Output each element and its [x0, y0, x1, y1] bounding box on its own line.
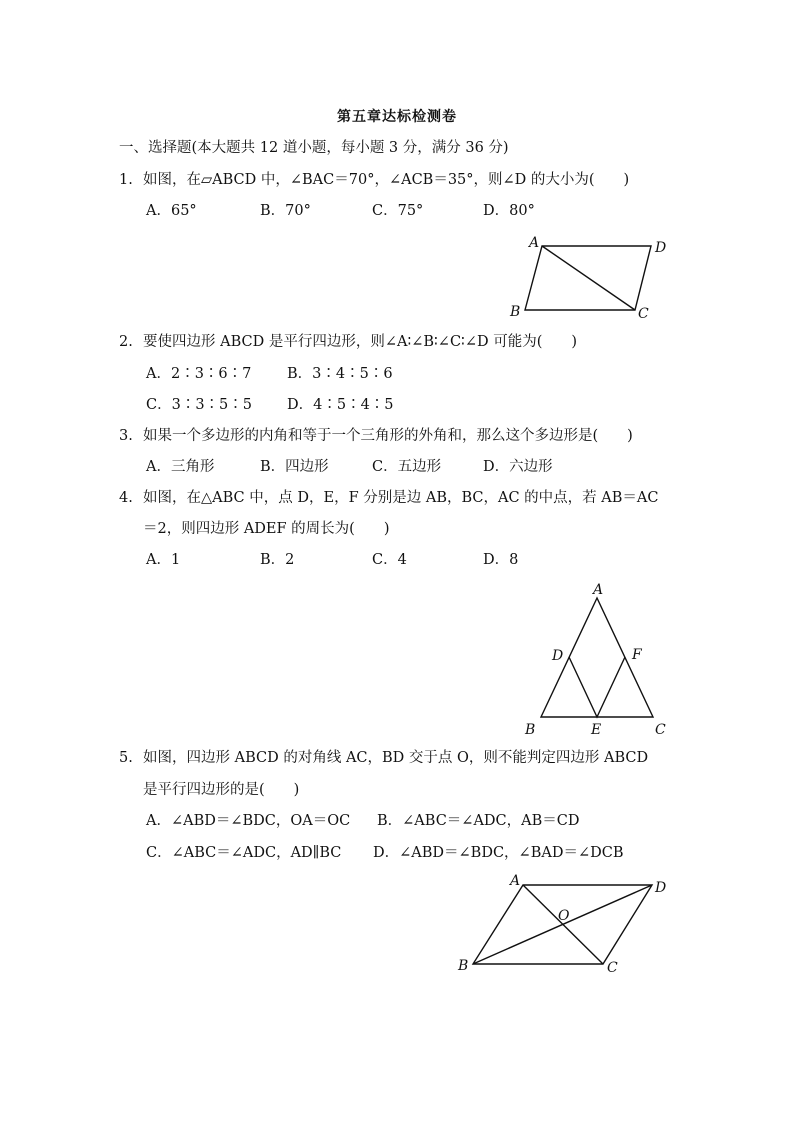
question-1-option-c: C．75° [372, 203, 424, 219]
page-title: 第五章达标检测卷 [337, 109, 457, 125]
q4-label-d: D [552, 648, 564, 664]
question-4-stem-line-1: 如图，在△ABC 中，点 D，E，F 分别是边 AB，BC，AC 的中点，若 AB＝AC [143, 490, 659, 506]
question-5-number: 5. [119, 750, 133, 766]
q4-label-b: B [525, 722, 536, 738]
section-heading: 一、选择题(本大题共 12 道小题，每小题 3 分，满分 36 分) [119, 140, 509, 156]
q4-label-f: F [632, 647, 642, 663]
question-3-option-a: A．三角形 [146, 459, 215, 475]
question-4-number: 4. [119, 490, 133, 506]
question-1-number: 1. [119, 172, 133, 188]
question-5-stem-line-2: 是平行四边形的是( ) [143, 782, 300, 798]
q1-label-d: D [655, 240, 667, 256]
question-2-number: 2. [119, 334, 133, 350]
q1-label-b: B [510, 304, 521, 320]
q5-label-a: A [510, 873, 521, 889]
question-4-option-d: D．8 [483, 552, 519, 568]
question-5-option-a: A．∠ABD＝∠BDC，OA＝OC [146, 813, 351, 829]
question-5-stem-line-1: 如图，四边形 ABCD 的对角线 AC，BD 交于点 O，则不能判定四边形 ABCD [143, 750, 649, 766]
q5-diagonal-bd [473, 885, 652, 964]
q4-label-c: C [655, 722, 666, 738]
question-1-option-b: B．70° [260, 203, 311, 219]
question-2-stem: 要使四边形 ABCD 是平行四边形，则∠A∶∠B∶∠C∶∠D 可能为( ) [143, 334, 578, 350]
question-5-option-d: D．∠ABD＝∠BDC，∠BAD＝∠DCB [373, 845, 624, 861]
question-1-option-d: D．80° [483, 203, 535, 219]
question-1-stem: 如图，在▱ABCD 中，∠BAC＝70°，∠ACB＝35°，则∠D 的大小为( ) [143, 172, 630, 188]
question-3-stem: 如果一个多边形的内角和等于一个三角形的外角和，那么这个多边形是( ) [143, 428, 633, 444]
question-3-option-c: C．五边形 [372, 459, 442, 475]
q5-label-d: D [655, 880, 667, 896]
q5-label-b: B [458, 958, 469, 974]
question-4-option-b: B．2 [260, 552, 295, 568]
question-5-option-c: C．∠ABC＝∠ADC，AD∥BC [146, 845, 342, 861]
q1-label-c: C [638, 306, 649, 322]
q4-label-a: A [593, 582, 604, 598]
question-2-option-d: D．4∶5∶4∶5 [287, 397, 394, 413]
question-4-option-c: C．4 [372, 552, 407, 568]
q5-label-c: C [607, 960, 618, 976]
question-3-option-d: D．六边形 [483, 459, 553, 475]
q4-label-e: E [591, 722, 602, 738]
question-3-option-b: B．四边形 [260, 459, 329, 475]
question-4-stem-line-2: ＝2，则四边形 ADEF 的周长为( ) [143, 521, 390, 537]
question-3-number: 3. [119, 428, 133, 444]
question-1-option-a: A．65° [146, 203, 197, 219]
question-2-option-c: C．3∶3∶5∶5 [146, 397, 252, 413]
question-2-option-b: B．3∶4∶5∶6 [287, 366, 393, 382]
question-4-option-a: A．1 [146, 552, 181, 568]
q5-label-o: O [558, 908, 570, 924]
question-5-option-b: B．∠ABC＝∠ADC，AB＝CD [377, 813, 580, 829]
question-2-option-a: A．2∶3∶6∶7 [146, 366, 252, 382]
q1-label-a: A [529, 235, 540, 251]
